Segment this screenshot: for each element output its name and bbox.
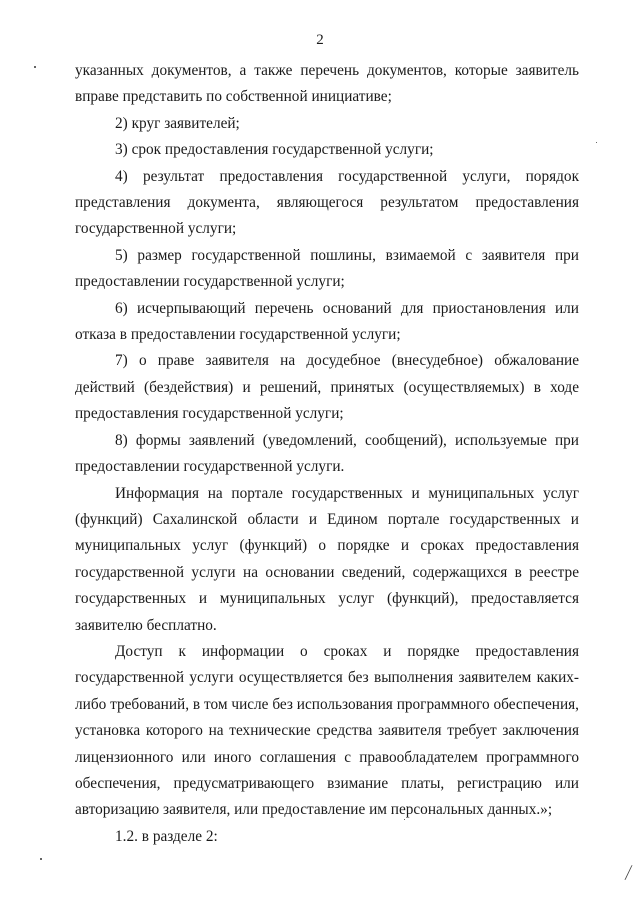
list-item-4: 4) результат предоставления государственной услуги, порядок представления документа, являющегося результатом предоставления государственной услуги; (75, 167, 579, 238)
section-amendment-heading: 1.2. в разделе 2: (115, 827, 218, 845)
scan-speck (34, 66, 36, 68)
handwritten-mark: ⁄ (624, 861, 632, 885)
list-item-3: 3) срок предоставления государственной услуги; (115, 141, 434, 159)
list-item-8: 8) формы заявлений (уведомлений, сообщений), используемые при предоставлении государственной услуги. (75, 431, 579, 476)
list-item-5: 5) размер государственной пошлины, взимаемой с заявителя при предоставлении государственной услуги; (75, 246, 579, 291)
paragraph-continuation: указанных документов, а также перечень документов, которые заявитель вправе представить по собственной инициативе; (75, 62, 579, 106)
paragraph-access-info: Доступ к информации о сроках и порядке предоставления государственной услуги осуществляется без выполнения заявителем каких-либо требований, в том числе без использования программного обеспечения, установка которого на технические средства заявителя требует заключения лицензионного или иного соглашения с правообладателем программного обеспечения, предусматривающего взимание платы, регистрацию или авторизацию заявителя, или предоставление им персональных данных.»; (75, 642, 579, 819)
scan-speck (40, 858, 42, 860)
document-body (75, 58, 579, 850)
list-item-7: 7) о праве заявителя на досудебное (внесудебное) обжалование действий (бездействия) и решений, принятых (осуществляемых) в ходе предоставления государственной услуги; (75, 352, 579, 423)
scan-speck (404, 819, 405, 820)
page-number: 2 (316, 32, 324, 48)
paragraph-portal-info: Информация на портале государственных и муниципальных услуг (функций) Сахалинской области и Едином портале государственных и муниципальных услуг (функций) о порядке и сроках предоставления государственной услуги на основании сведений, содержащихся в реестре государственных и муниципальных услуг (функций), предоставляется заявителю бесплатно. (75, 484, 579, 634)
list-item-2: 2) круг заявителей; (115, 114, 240, 132)
list-item-6: 6) исчерпывающий перечень оснований для приостановления или отказа в предоставлении государственной услуги; (75, 299, 579, 344)
scan-speck (596, 142, 597, 143)
